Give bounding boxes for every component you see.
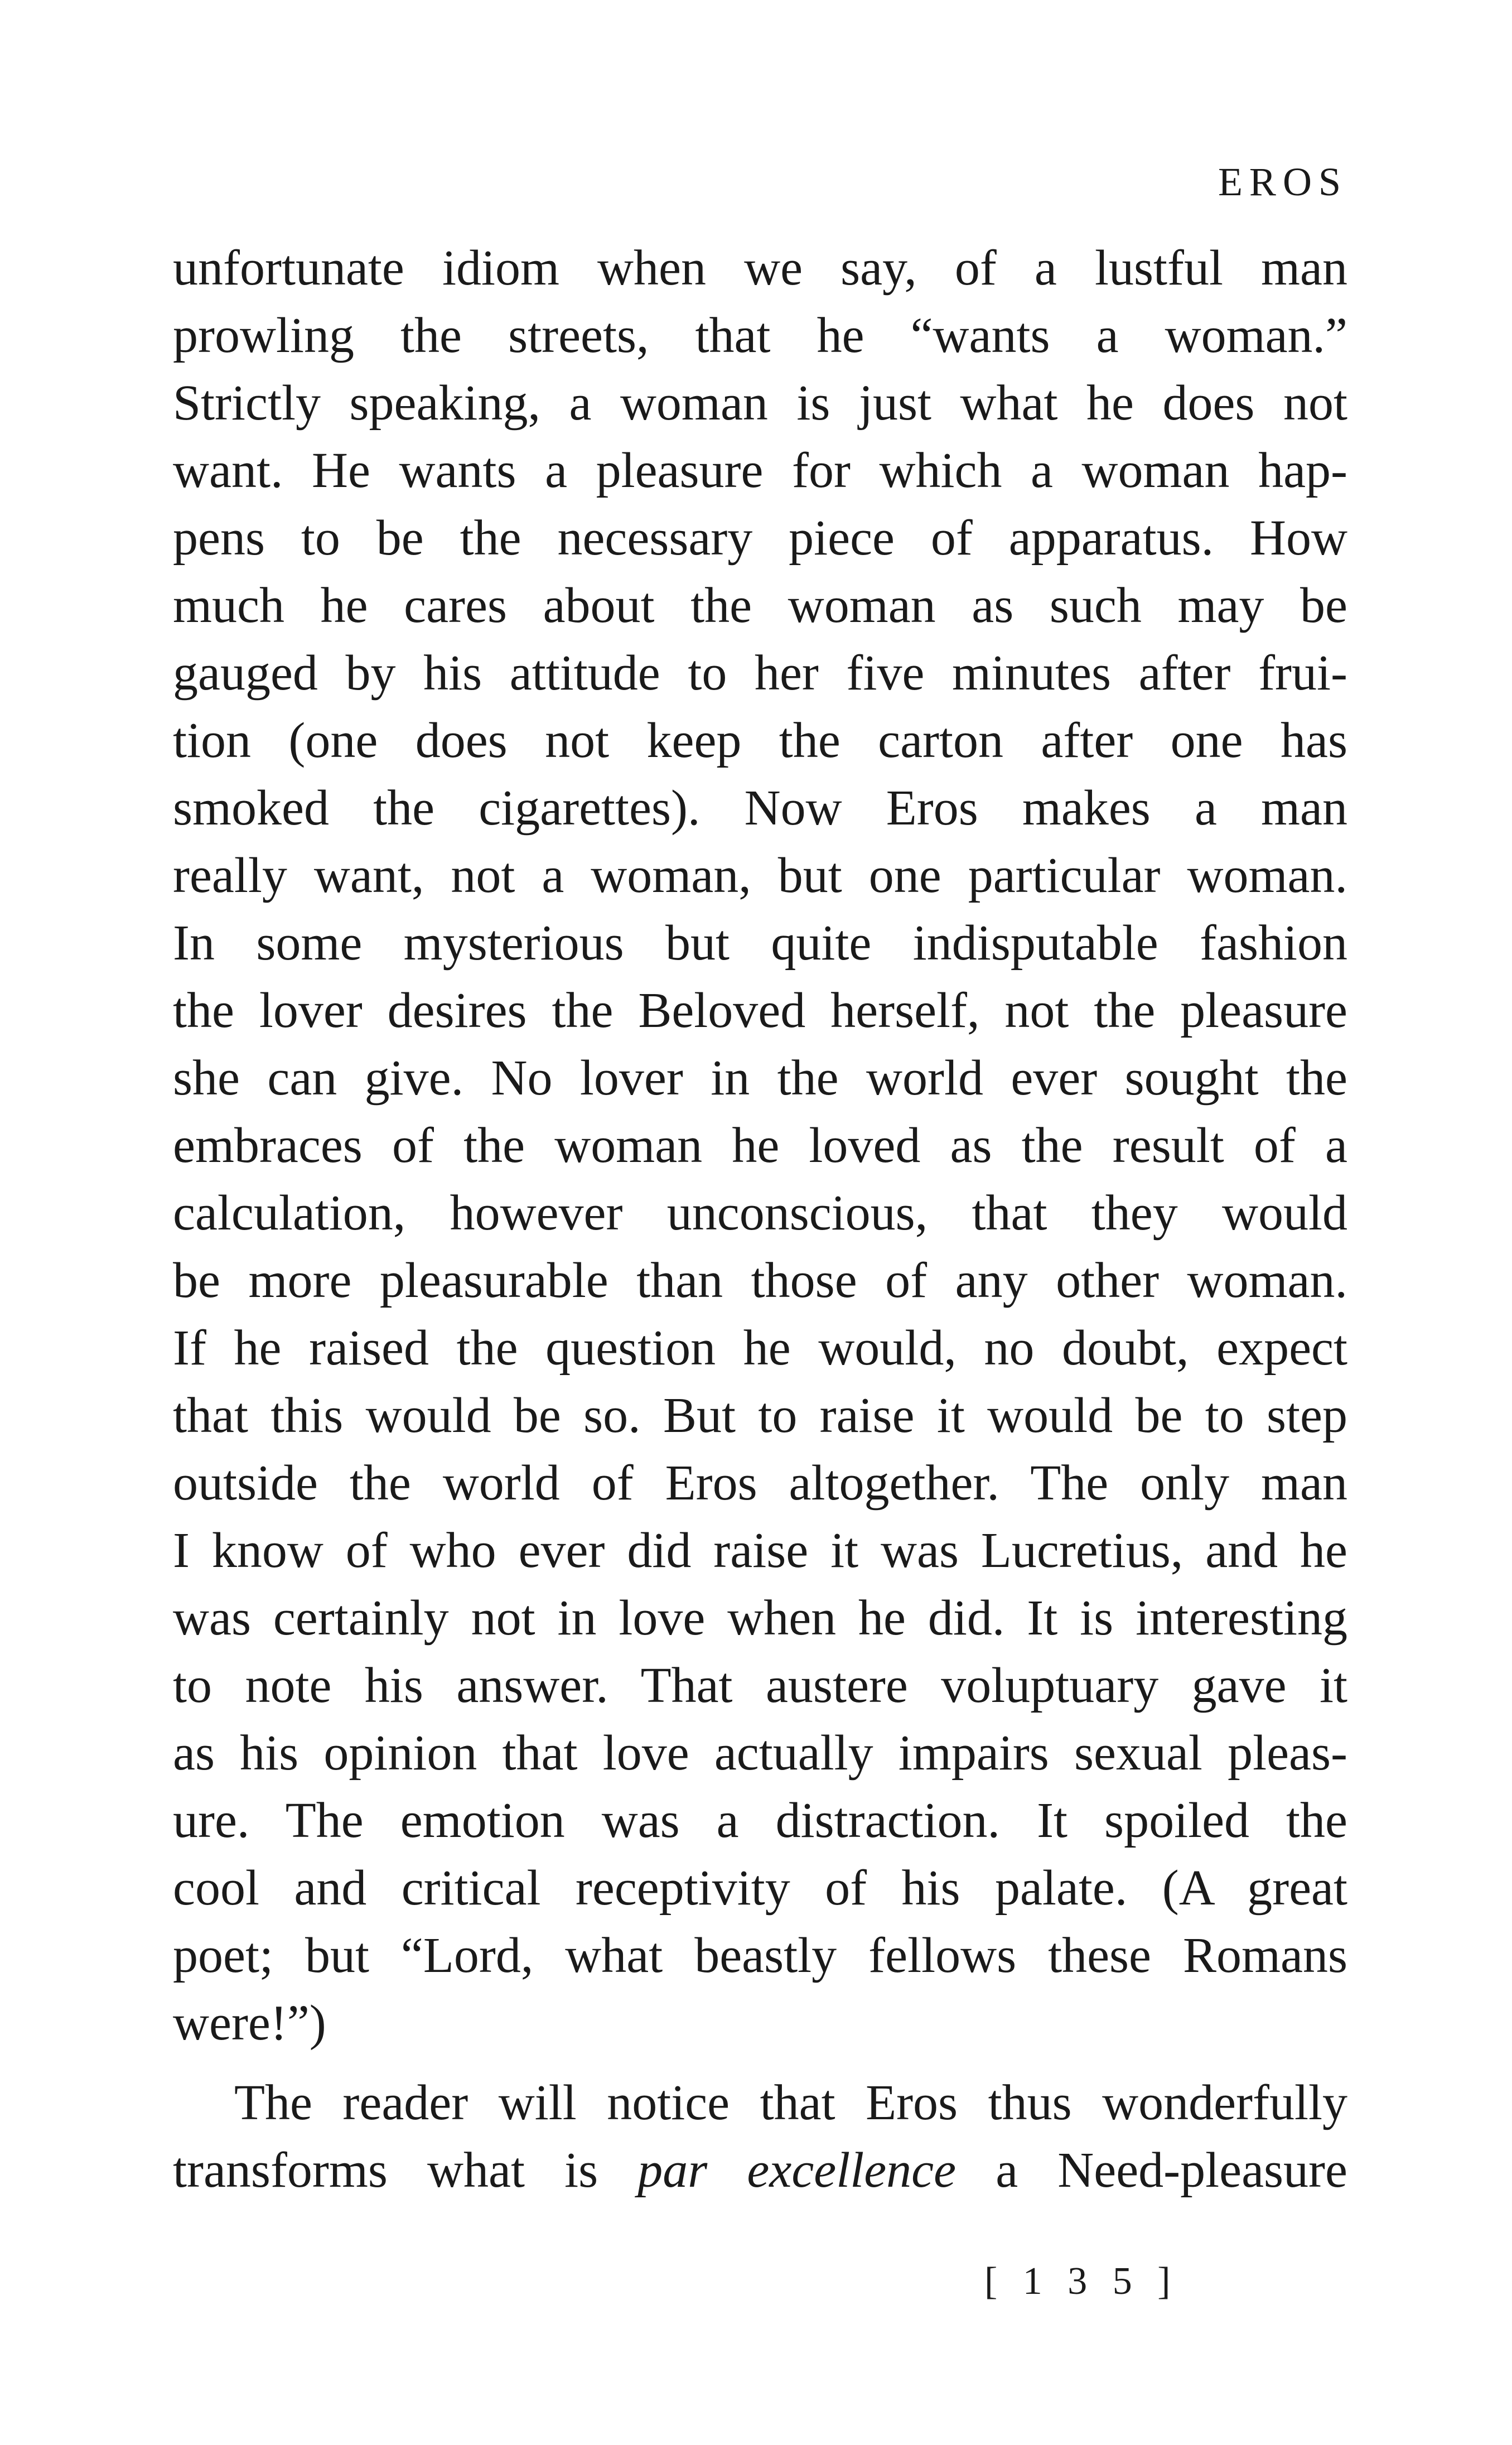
text-line: as his opinion that love actually impairs sexual pleas-	[173, 1725, 1347, 1781]
text-line: ure. The emotion was a distraction. It spoiled the	[173, 1793, 1347, 1848]
text-line: outside the world of Eros altogether. The only man	[173, 1455, 1347, 1511]
text-run: transforms what is	[173, 2143, 638, 2198]
text-line: cool and critical receptivity of his palate. (A great	[173, 1860, 1347, 1916]
text-line: the lover desires the Beloved herself, not the pleasure	[173, 983, 1347, 1038]
text-line: that this would be so. But to raise it would be to step	[173, 1388, 1347, 1443]
text-line: If he raised the question he would, no doubt, expect	[173, 1320, 1347, 1376]
text-line: In some mysterious but quite indisputable fashion	[173, 915, 1347, 971]
text-line: Strictly speaking, a woman is just what he does not	[173, 375, 1347, 431]
text-line: smoked the cigarettes). Now Eros makes a man	[173, 780, 1347, 836]
text-line: embraces of the woman he loved as the result of a	[173, 1118, 1347, 1173]
text-line: I know of who ever did raise it was Lucretius, and he	[173, 1523, 1347, 1578]
italic-phrase: par excellence	[637, 2143, 957, 2198]
text-line: be more pleasurable than those of any other woman.	[173, 1253, 1347, 1308]
paragraph	[173, 2069, 1347, 2204]
text-line: calculation, however unconscious, that they would	[173, 1185, 1347, 1241]
text-line: poet; but “Lord, what beastly fellows these Romans	[173, 1928, 1347, 1983]
page-number: [ 1 3 5 ]	[984, 2260, 1178, 2303]
text-line: tion (one does not keep the carton after one has	[173, 713, 1347, 768]
text-line: unfortunate idiom when we say, of a lustful man	[173, 240, 1347, 296]
paragraph	[173, 234, 1347, 2057]
text-line: to note his answer. That austere voluptuary gave it	[173, 1658, 1347, 1713]
text-line: really want, not a woman, but one particular woman.	[173, 848, 1347, 903]
text-line	[173, 2137, 1347, 2204]
text-line: prowling the streets, that he “wants a woman.”	[173, 308, 1347, 363]
text-line: was certainly not in love when he did. It is interesting	[173, 1590, 1347, 1646]
text-line: much he cares about the woman as such may be	[173, 578, 1347, 633]
text-run: a Need-pleasure	[956, 2143, 1347, 2198]
text-line: The reader will notice that Eros thus wonderfully	[234, 2075, 1347, 2130]
text-line: want. He wants a pleasure for which a woman hap-	[173, 443, 1347, 498]
text-line: she can give. No lover in the world ever sought the	[173, 1050, 1347, 1106]
running-header: EROS	[1218, 160, 1347, 204]
text-line: were!”)	[173, 1995, 326, 2051]
text-line: gauged by his attitude to her five minutes after frui-	[173, 645, 1347, 701]
body-text	[173, 234, 1347, 2204]
text-line: pens to be the necessary piece of apparatus. How	[173, 510, 1347, 566]
